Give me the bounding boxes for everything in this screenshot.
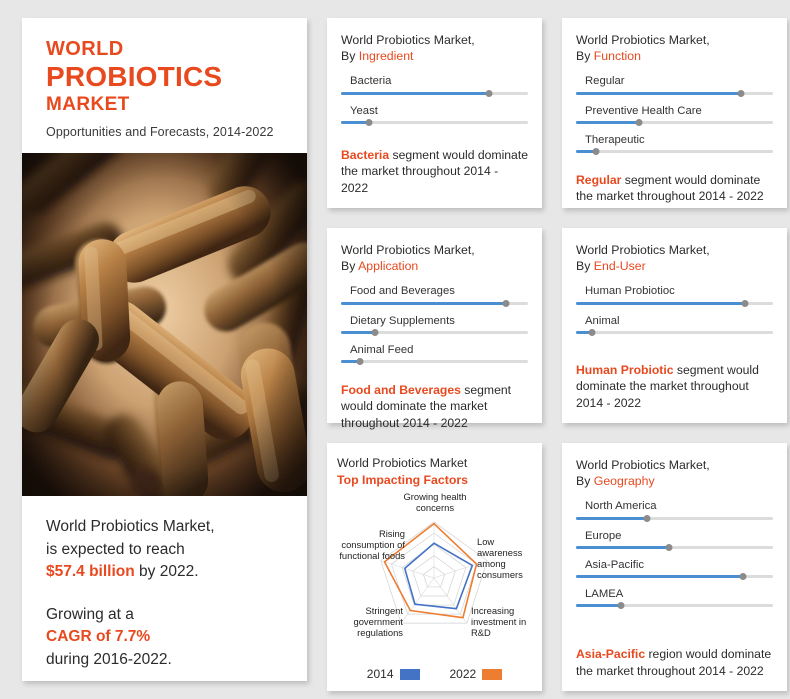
title-prefix: By — [341, 49, 359, 64]
card-by-function — [562, 18, 787, 208]
card-title-geography — [576, 457, 773, 489]
slider-row — [576, 499, 773, 519]
radar-title-line-2: Top Impacting Factors — [337, 472, 468, 487]
title-line-1: World Probiotics Market, — [576, 243, 710, 257]
hero-stats — [22, 496, 307, 681]
slider-fill — [341, 302, 506, 305]
card-title-function — [576, 32, 773, 64]
slider-label: Asia-Pacific — [585, 558, 645, 571]
slider-track[interactable] — [576, 575, 773, 578]
title-prefix: By — [341, 259, 359, 274]
bacteria-microscopy-image — [22, 153, 307, 497]
legend-swatch-2014 — [400, 669, 420, 680]
card-by-ingredient — [327, 18, 542, 208]
slider-knob[interactable] — [502, 300, 509, 307]
slider-row — [341, 74, 528, 94]
note-highlight: Regular — [576, 172, 622, 187]
card-title-end-user — [576, 242, 773, 274]
slider-track[interactable] — [576, 121, 773, 124]
slider-track[interactable] — [576, 150, 773, 153]
stat1-line2: is expected to reach — [46, 540, 185, 558]
slider-fill — [576, 302, 745, 305]
card-note-application — [341, 372, 528, 431]
slider-track[interactable] — [341, 121, 528, 124]
slider-label: Therapeutic — [585, 133, 645, 146]
card-note-ingredient — [341, 137, 528, 196]
slider-knob[interactable] — [643, 515, 650, 522]
note-highlight: Bacteria — [341, 147, 390, 162]
hero-header — [22, 18, 307, 153]
slider-knob[interactable] — [371, 329, 378, 336]
stat-cagr — [46, 604, 283, 671]
slider-track[interactable] — [341, 331, 528, 334]
slider-knob[interactable] — [742, 300, 749, 307]
slider-row — [576, 104, 773, 124]
slider-track[interactable] — [576, 517, 773, 520]
note-highlight: Asia-Pacific — [576, 647, 646, 662]
radar-legend — [337, 665, 532, 683]
slider-group-end-user — [576, 284, 773, 342]
card-note-geography — [576, 636, 773, 679]
hero-subtitle: Opportunities and Forecasts, 2014-2022 — [46, 124, 274, 139]
slider-row — [576, 558, 773, 578]
stat1-highlight: $57.4 billion — [46, 563, 135, 581]
note-highlight: Food and Beverages — [341, 382, 461, 397]
card-note-function — [576, 162, 773, 205]
radar-label-low-awareness: Low awareness among consumers — [477, 536, 523, 581]
slider-row — [576, 74, 773, 94]
slider-label: LAMEA — [585, 587, 624, 600]
slider-group-ingredient — [341, 74, 528, 132]
stat1-line3: by 2022. — [134, 563, 199, 581]
title-highlight: Application — [358, 259, 419, 274]
slider-track[interactable] — [341, 302, 528, 305]
slider-label: Europe — [585, 529, 622, 542]
slider-row — [576, 587, 773, 607]
slider-label: North America — [585, 500, 657, 513]
note-rest: segment would dominate the market throughout 2014 - 2022 — [341, 382, 512, 430]
legend-item-2014 — [367, 667, 420, 681]
slider-fill — [576, 546, 669, 549]
card-by-application — [327, 228, 542, 430]
legend-label-2022: 2022 — [449, 667, 477, 681]
slider-label: Yeast — [350, 104, 378, 117]
card-top-impacting-factors — [327, 443, 542, 691]
note-rest: region would dominate the market throughout 2014 - 2022 — [576, 647, 772, 678]
note-highlight: Human Probiotic — [576, 362, 674, 377]
brand-line-2: PROBIOTICS — [46, 61, 223, 92]
slider-row — [341, 104, 528, 124]
slider-row — [341, 314, 528, 334]
slider-knob[interactable] — [665, 544, 672, 551]
hero-panel — [22, 18, 307, 681]
slider-label: Preventive Health Care — [585, 104, 702, 117]
slider-row — [341, 284, 528, 304]
slider-group-function — [576, 74, 773, 161]
radar-label-stringent-regulations: Stringent government regulations — [353, 605, 403, 639]
radar-label-rising-consumption: Rising consumption of functional foods — [339, 528, 405, 562]
title-line-1: World Probiotics Market, — [576, 458, 710, 472]
stat2-line1: Growing at a — [46, 605, 134, 623]
slider-knob[interactable] — [740, 573, 747, 580]
stat2-highlight: CAGR of 7.7% — [46, 628, 151, 646]
slider-row — [576, 133, 773, 153]
stats-spacer — [46, 584, 283, 604]
legend-label-2014: 2014 — [366, 667, 394, 681]
slider-knob[interactable] — [366, 119, 373, 126]
slider-track[interactable] — [576, 92, 773, 95]
brand-line-3: MARKET — [46, 93, 130, 115]
slider-label: Animal — [585, 314, 620, 327]
title-line-1: World Probiotics Market, — [576, 33, 710, 47]
card-note-end-user — [576, 352, 773, 411]
note-rest: segment would dominate the market throughout 2014 - 2022 — [576, 172, 764, 204]
card-by-end-user — [562, 228, 787, 423]
brand-line-1: WORLD — [46, 38, 124, 60]
slider-label: Animal Feed — [350, 343, 414, 356]
slider-knob[interactable] — [356, 358, 363, 365]
title-highlight: Geography — [593, 474, 655, 489]
slider-label: Bacteria — [350, 75, 392, 88]
slider-label: Human Probiotioc — [585, 285, 675, 298]
legend-item-2022 — [450, 667, 503, 681]
card-title-ingredient — [341, 32, 528, 64]
slider-knob[interactable] — [738, 90, 745, 97]
slider-fill — [576, 121, 639, 124]
slider-track[interactable] — [576, 604, 773, 607]
title-highlight: End-User — [593, 259, 646, 274]
slider-track[interactable] — [576, 546, 773, 549]
note-rest: segment would dominate the market throughout 2014 - 2022 — [341, 147, 528, 195]
radar-label-growing-health-concerns: Growing health concerns — [403, 491, 467, 514]
title-line-1: World Probiotics Market, — [341, 243, 475, 257]
slider-track[interactable] — [576, 331, 773, 334]
legend-swatch-2022 — [482, 669, 502, 680]
slider-fill — [576, 517, 647, 520]
radar-card-title — [337, 455, 532, 488]
slider-row — [576, 314, 773, 334]
slider-label: Food and Beverages — [350, 285, 455, 298]
slider-track[interactable] — [341, 92, 528, 95]
card-by-geography — [562, 443, 787, 691]
radar-chart — [337, 490, 532, 665]
slider-label: Regular — [585, 75, 625, 88]
slider-knob[interactable] — [485, 90, 492, 97]
stat-market-value — [46, 516, 283, 583]
title-prefix: By — [576, 474, 594, 489]
slider-fill — [576, 604, 621, 607]
slider-row — [576, 529, 773, 549]
title-prefix: By — [576, 49, 594, 64]
slider-row — [576, 284, 773, 304]
title-highlight: Ingredient — [358, 49, 414, 64]
radar-title-line-1: World Probiotics Market — [337, 456, 468, 470]
slider-knob[interactable] — [592, 148, 599, 155]
slider-knob[interactable] — [588, 329, 595, 336]
card-title-application — [341, 242, 528, 274]
slider-fill — [341, 331, 375, 334]
slider-knob[interactable] — [636, 119, 643, 126]
slider-knob[interactable] — [618, 602, 625, 609]
slider-fill — [576, 575, 743, 578]
note-rest: segment would dominate the market throughout 2014 - 2022 — [576, 362, 759, 410]
stat2-line3: during 2016-2022. — [46, 650, 172, 668]
title-line-1: World Probiotics Market, — [341, 33, 475, 47]
slider-fill — [341, 92, 489, 95]
radar-label-increasing-investment: Increasing investment in R&D — [471, 605, 527, 639]
slider-label: Dietary Supplements — [350, 314, 455, 327]
stat1-line1: World Probiotics Market, — [46, 518, 215, 536]
slider-track[interactable] — [341, 360, 528, 363]
title-prefix: By — [576, 259, 594, 274]
slider-group-application — [341, 284, 528, 371]
title-highlight: Function — [593, 49, 641, 64]
slider-row — [341, 343, 528, 363]
slider-fill — [576, 92, 741, 95]
slider-group-geography — [576, 499, 773, 615]
slider-track[interactable] — [576, 302, 773, 305]
